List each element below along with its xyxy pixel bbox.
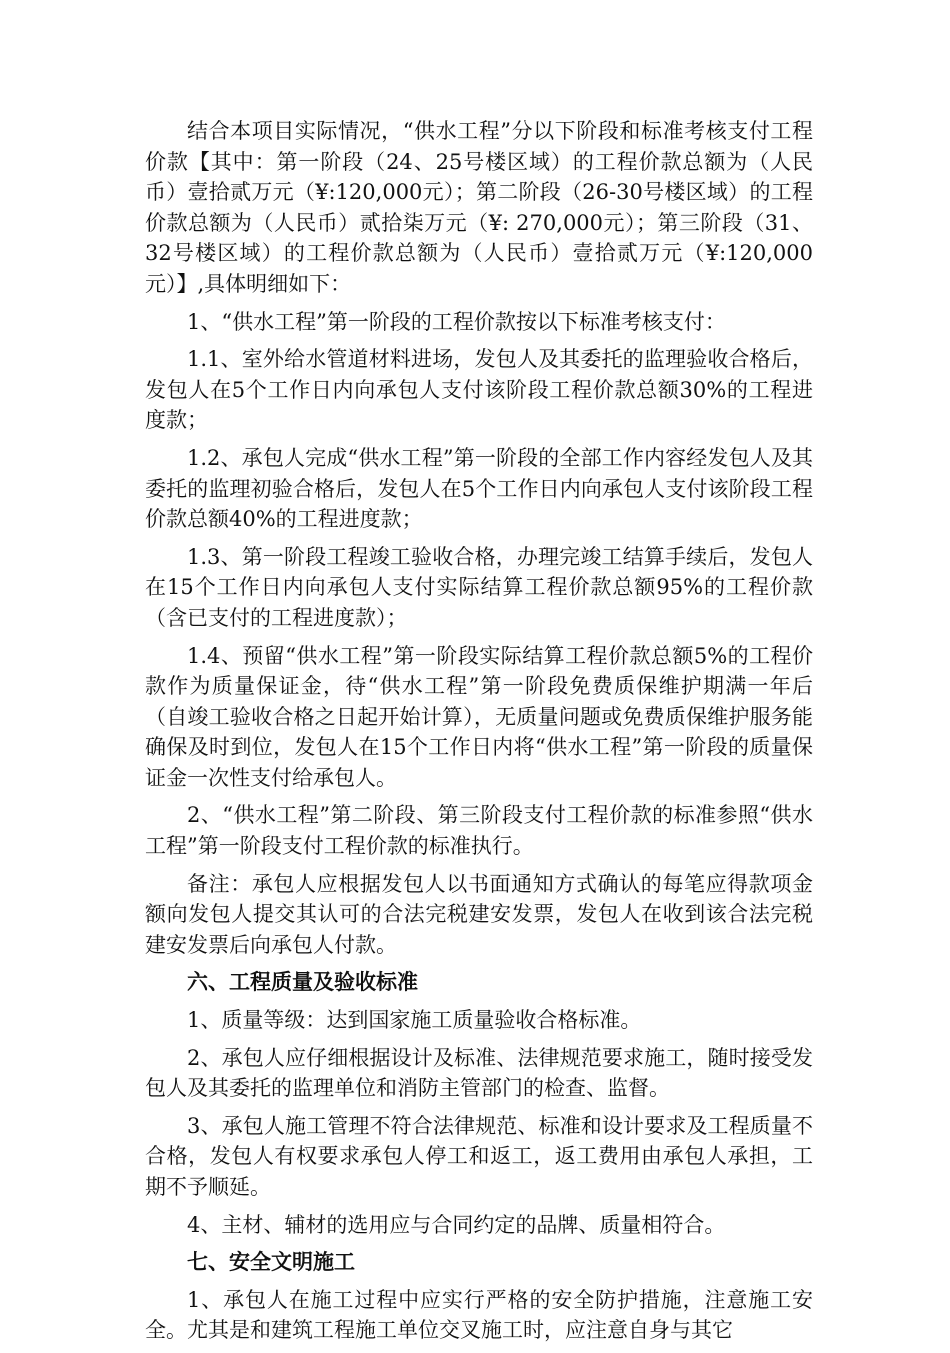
paragraph-quality-4: 4、主材、辅材的选用应与合同约定的品牌、质量相符合。 [187,1212,726,1237]
document-page [145,116,813,1353]
paragraph-note: 备注：承包人应根据发包人以书面通知方式确认的每笔应得款项金额向发包人提交其认可的合法完税建安发票，发包人在收到该合法完税建安发票后向承包人付款。 [145,871,813,957]
paragraph-quality-1: 1、质量等级：达到国家施工质量验收合格标准。 [187,1008,642,1033]
paragraph-1-3: 1.3、第一阶段工程竣工验收合格，办理完竣工结算手续后，发包人在15个工作日内向承包人支付实际结算工程价款总额95%的工程价款（含已支付的工程进度款）； [145,544,813,630]
paragraph-safety-1: 1、承包人在施工过程中应实行严格的安全防护措施，注意施工安全。尤其是和建筑工程施工单位交叉施工时，应注意自身与其它 [145,1287,813,1343]
paragraph-2: 2、“供水工程”第二阶段、第三阶段支付工程价款的标准参照“供水工程”第一阶段支付工程价款的标准执行。 [145,803,813,859]
section-heading-quality: 六、工程质量及验收标准 [187,969,418,995]
paragraph-1-2: 1.2、承包人完成“供水工程”第一阶段的全部工作内容经发包人及其委托的监理初验合格后，发包人在5个工作日内向承包人支付该阶段工程价款总额40%的工程进度款； [145,445,813,532]
paragraph-stage1-title: 1、“供水工程”第一阶段的工程价款按以下标准考核支付： [187,309,726,334]
paragraph-1-4: 1.4、预留“供水工程”第一阶段实际结算工程价款总额5%的工程价款作为质量保证金，待“供水工程”第一阶段免费质保维护期满一年后（自竣工验收合格之日起开始计算），无质量问题或免费质保维护服务能确保及时到位，发包人在15个工作日内将“供水工程”第一阶段的质量保证金一次性支付给承包人。 [145,643,813,790]
paragraph-1-1: 1.1、室外给水管道材料进场，发包人及其委托的监理验收合格后，发包人在5个工作日内向承包人支付该阶段工程价款总额30%的工程进度款； [145,347,813,433]
paragraph-intro: 结合本项目实际情况，“供水工程”分以下阶段和标准考核支付工程价款【其中：第一阶段（24、25号楼区域）的工程价款总额为（人民币）壹拾贰万元（¥:120,000元）；第二阶段（26-30号楼区域）的工程价款总额为（人民币）贰拾柒万元（¥: 270,000元）；第三阶段（31、32号楼区域）的工程价款总额为（人民币）壹拾贰万元（¥:120,000元）】,具体明细如下： [145,119,813,296]
paragraph-quality-3: 3、承包人施工管理不符合法律规范、标准和设计要求及工程质量不合格，发包人有权要求承包人停工和返工，返工费用由承包人承担，工期不予顺延。 [145,1113,813,1199]
section-heading-safety: 七、安全文明施工 [187,1249,355,1275]
paragraph-quality-2: 2、承包人应仔细根据设计及标准、法律规范要求施工，随时接受发包人及其委托的监理单位和消防主管部门的检查、监督。 [145,1045,813,1101]
